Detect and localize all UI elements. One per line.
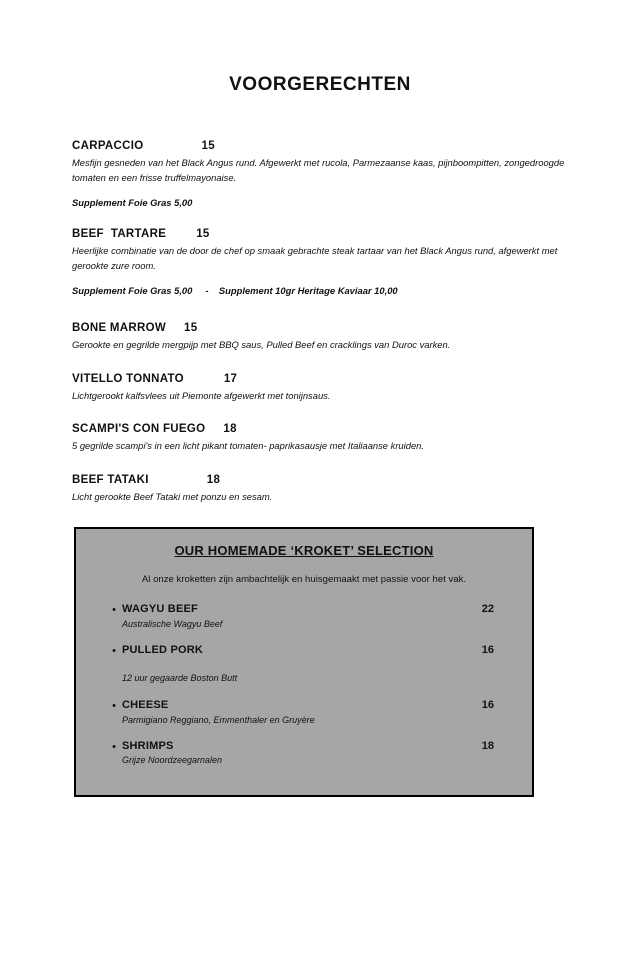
menu-items-list xyxy=(72,140,568,505)
menu-item-price: 18 xyxy=(206,474,221,487)
kroket-selection-box xyxy=(74,527,534,797)
kroket-item xyxy=(96,603,512,631)
menu-item-price: 15 xyxy=(201,140,215,152)
menu-item-price: 15 xyxy=(196,228,210,241)
kroket-item-description: Parmigiano Reggiano, Emmenthaler en Gruyère xyxy=(122,714,315,725)
menu-item-supplement: Supplement Foie Gras 5,00 - Supplement 10gr Heritage Kaviaar 10,00 xyxy=(72,285,398,297)
menu-item xyxy=(72,423,568,454)
menu-item-name: VITELLO TONNATO xyxy=(72,372,184,385)
menu-item xyxy=(72,140,568,208)
kroket-item-price: 16 xyxy=(481,698,494,711)
kroket-item-description: Australische Wagyu Beef xyxy=(122,618,223,629)
menu-item-name: BONE MARROW xyxy=(72,322,167,335)
menu-item-description: Lichtgerookt kalfsvlees uit Piemonte afgewerkt met tonijnsaus. xyxy=(72,389,331,401)
kroket-item-description: 12 uur gegaarde Boston Butt xyxy=(122,673,238,684)
kroket-item-name: WAGYU BEEF xyxy=(122,602,198,615)
kroket-item-body xyxy=(122,603,512,631)
kroket-item-row xyxy=(122,603,512,615)
kroket-item-price: 22 xyxy=(481,602,494,615)
menu-item-description: 5 gegrilde scampi's in een licht pikant tomaten- paprikasausje met Italiaanse kruiden. xyxy=(72,440,424,452)
menu-item-header xyxy=(72,373,568,385)
kroket-item-price: 16 xyxy=(481,644,494,657)
kroket-item-body xyxy=(122,699,512,727)
kroket-item xyxy=(96,644,512,685)
kroket-item-name: CHEESE xyxy=(122,698,169,711)
bullet-icon: • xyxy=(112,603,116,616)
menu-item-supplement: Supplement Foie Gras 5,00 xyxy=(72,197,193,209)
menu-item-name: SCAMPI'S CON FUEGO xyxy=(72,423,206,436)
menu-page xyxy=(0,74,640,979)
menu-item xyxy=(72,474,568,505)
kroket-box-title: OUR HOMEMADE ‘KROKET’ SELECTION xyxy=(174,542,434,558)
menu-item-header xyxy=(72,228,568,240)
kroket-item-row xyxy=(122,699,512,711)
menu-item-description: Mesfijn gesneden van het Black Angus rund. Afgewerkt met rucola, Parmezaanse kaas, pijnboompitten, zongedroogde tomaten en een frisse truffelmayonaise. xyxy=(72,157,565,183)
kroket-item-name: PULLED PORK xyxy=(122,644,204,657)
menu-item-description: Heerlijke combinatie van de door de chef op smaak gebrachte steak tartaar van het Black Angus rund, afgewerkt met gerookte zure room. xyxy=(72,245,558,271)
menu-item xyxy=(72,228,568,296)
bullet-icon: • xyxy=(112,741,116,754)
menu-item xyxy=(72,322,568,353)
kroket-item-price: 18 xyxy=(481,740,494,753)
menu-item-description: Gerookte en gegrilde mergpijp met BBQ saus, Pulled Beef en cracklings van Duroc varken. xyxy=(72,339,451,351)
kroket-box-subtitle: Al onze kroketten zijn ambachtelijk en huisgemaakt met passie voor het vak. xyxy=(141,573,467,585)
kroket-item-description: Grijze Noordzeegarnalen xyxy=(122,755,223,766)
kroket-item-row xyxy=(122,740,512,752)
menu-item xyxy=(72,373,568,404)
bullet-icon: • xyxy=(112,699,116,712)
menu-item-header xyxy=(72,140,568,152)
kroket-item-body xyxy=(122,644,512,685)
menu-item-price: 15 xyxy=(184,322,198,335)
kroket-item xyxy=(96,740,512,767)
menu-item-name: BEEF TATAKI xyxy=(72,474,149,487)
bullet-icon: • xyxy=(112,645,116,658)
menu-item-header xyxy=(72,322,568,334)
menu-item-name: CARPACCIO xyxy=(72,140,144,152)
kroket-item-row xyxy=(122,644,512,656)
kroket-item xyxy=(96,699,512,727)
menu-item-price: 18 xyxy=(223,423,237,436)
menu-item-name: BEEF TARTARE xyxy=(72,228,167,241)
menu-item-header xyxy=(72,474,568,486)
kroket-item-name: SHRIMPS xyxy=(122,740,174,753)
menu-item-header xyxy=(72,423,568,435)
menu-item-description: Licht gerookte Beef Tataki met ponzu en sesam. xyxy=(72,491,273,503)
page-title: VOORGERECHTEN xyxy=(229,74,411,95)
kroket-item-body xyxy=(122,740,512,767)
menu-item-price: 17 xyxy=(223,372,238,385)
